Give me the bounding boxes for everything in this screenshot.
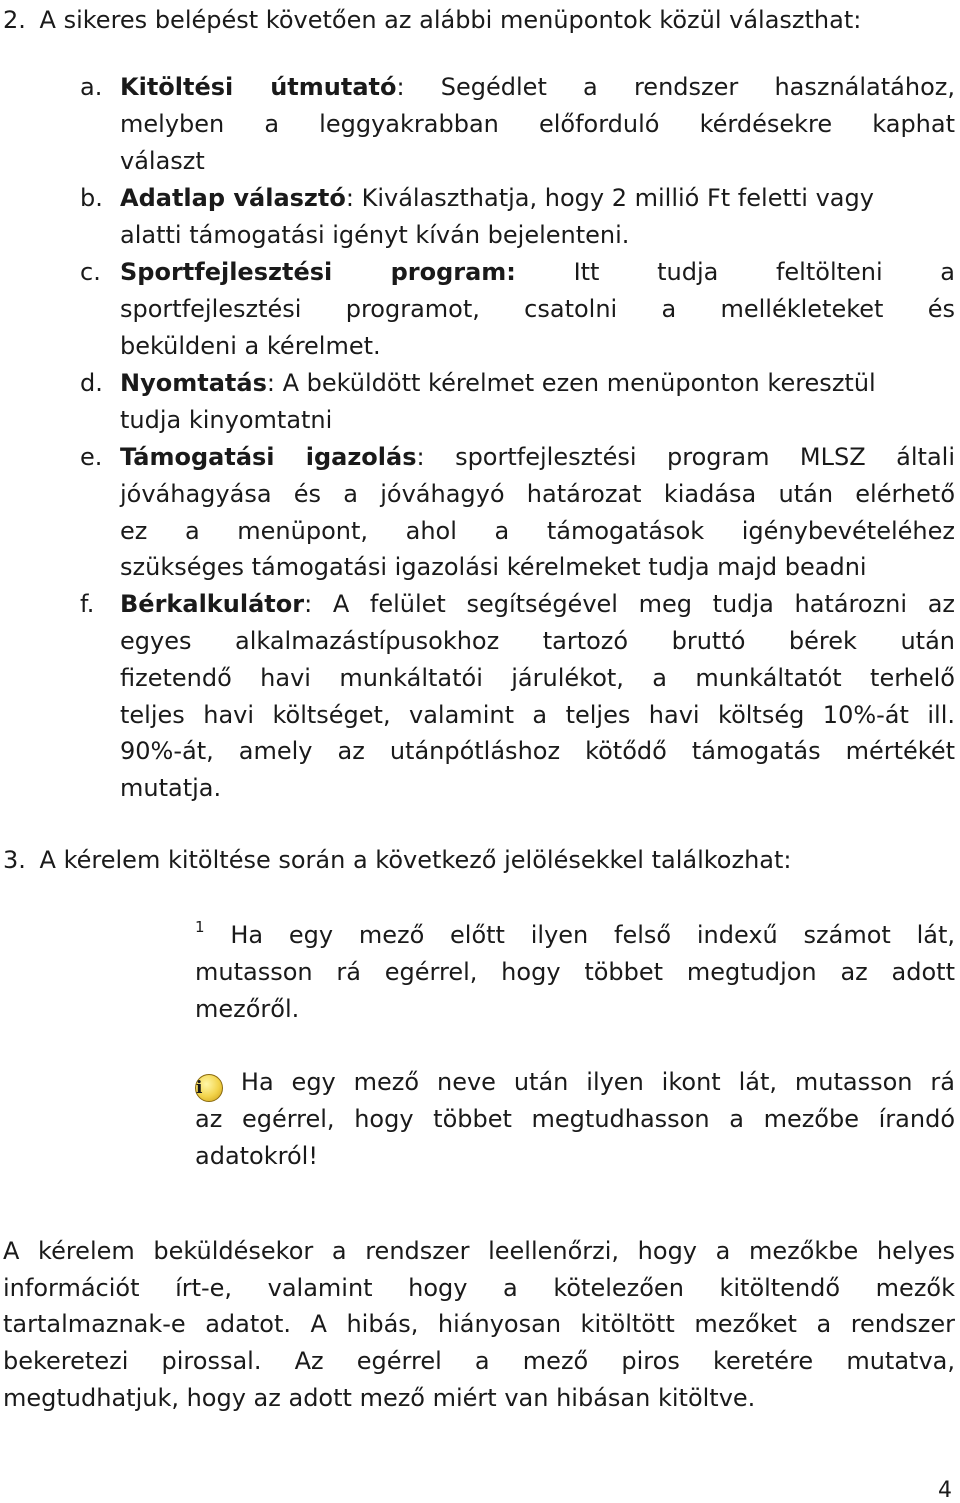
list-item-line: Bérkalkulátor: A felület segítségével meg tudja határozni az: [120, 590, 955, 618]
list-item-line: szükséges támogatási igazolási kérelmeket tudja majd beadni: [120, 553, 867, 581]
list-item-line: Kitöltési útmutató: Segédlet a rendszer használatához,: [120, 73, 955, 101]
closing-paragraph-line: bekeretezi pirossal. Az egérrel a mező piros keretére mutatva,: [3, 1347, 955, 1375]
item-term: Sportfejlesztési program:: [120, 258, 516, 286]
item-term: Kitöltési útmutató: [120, 73, 397, 101]
list-item-line: melyben a leggyakrabban előforduló kérdésekre kaphat: [120, 110, 955, 138]
info-icon-explanation-line: az egérrel, hogy többet megtudhasson a mezőbe írandó: [195, 1105, 955, 1133]
list-item-line: beküldeni a kérelmet.: [120, 332, 381, 360]
list-item-line: mutatja.: [120, 774, 222, 802]
item-letter: a.: [80, 73, 103, 101]
list-item-line: tudja kinyomtatni: [120, 406, 333, 434]
item-letter: b.: [80, 184, 103, 212]
closing-paragraph-line: megtudhatjuk, hogy az adott mező miért van hibásan kitöltve.: [3, 1384, 756, 1412]
list-item-line: 90%-át, amely az utánpótláshoz kötődő támogatás mértékét: [120, 737, 955, 765]
section-title: A kérelem kitöltése során a következő jelölésekkel találkozhat:: [39, 846, 792, 874]
list-item-line: Nyomtatás: A beküldött kérelmet ezen menüponton keresztül: [120, 369, 876, 397]
item-term: Adatlap választó: [120, 184, 346, 212]
section-2-heading: [3, 5, 861, 35]
footnote-explanation-line: mezőről.: [195, 995, 300, 1023]
closing-paragraph-line: A kérelem beküldésekor a rendszer leellenőrzi, hogy a mezőkbe helyes: [3, 1237, 955, 1265]
item-letter: c.: [80, 258, 101, 286]
info-icon-explanation-line: i Ha egy mező neve után ilyen ikont lát, mutasson rá: [195, 1067, 955, 1102]
item-term: Nyomtatás: [120, 369, 267, 397]
list-item-line: egyes alkalmazástípusokhoz tartozó bruttó bérek után: [120, 627, 955, 655]
page-number: 4: [938, 1478, 952, 1503]
list-item-line: Sportfejlesztési program: Itt tudja feltölteni a: [120, 258, 956, 286]
item-letter: d.: [80, 369, 103, 397]
closing-paragraph-line: információt írt-e, valamint hogy a kötelezően kitöltendő mezők: [3, 1274, 955, 1302]
item-letter: e.: [80, 443, 103, 471]
section-number: 2.: [3, 6, 26, 34]
closing-paragraph-line: tartalmaznak-e adatot. A hibás, hiányosan kitöltött mezőket a rendszer: [3, 1310, 955, 1338]
item-term: Támogatási igazolás: [120, 443, 417, 471]
list-item-line: választ: [120, 147, 205, 175]
list-item-line: Adatlap választó: Kiválaszthatja, hogy 2 millió Ft feletti vagy: [120, 184, 874, 212]
list-item-line: jóváhagyása és a jóváhagyó határozat kiadása után elérhető: [120, 480, 955, 508]
footnote-explanation-line: mutasson rá egérrel, hogy többet megtudjon az adott: [195, 958, 955, 986]
list-item-line: fizetendő havi munkáltatói járulékot, a munkáltatót terhelő: [120, 664, 955, 692]
info-icon: i: [195, 1074, 223, 1102]
section-3-heading: [3, 845, 792, 875]
list-item-line: Támogatási igazolás: sportfejlesztési program MLSZ általi: [120, 443, 955, 471]
list-item-line: teljes havi költséget, valamint a teljes havi költség 10%-át ill.: [120, 701, 955, 729]
list-item-line: sportfejlesztési programot, csatolni a mellékleteket és: [120, 295, 955, 323]
section-number: 3.: [3, 846, 26, 874]
list-item-line: ez a menüpont, ahol a támogatások igénybevételéhez: [120, 517, 955, 545]
item-term: Bérkalkulátor: [120, 590, 305, 618]
footnote-explanation-line: $^1$ Ha egy mező előtt ilyen felső indexű számot lát,: [195, 918, 955, 949]
info-icon-explanation-line: adatokról!: [195, 1142, 318, 1170]
list-item-line: alatti támogatási igényt kíván bejelenteni.: [120, 221, 630, 249]
section-title: A sikeres belépést követően az alábbi menüpontok közül választhat:: [39, 6, 862, 34]
item-letter: f.: [80, 590, 95, 618]
footnote-superscript: 1: [195, 918, 205, 936]
